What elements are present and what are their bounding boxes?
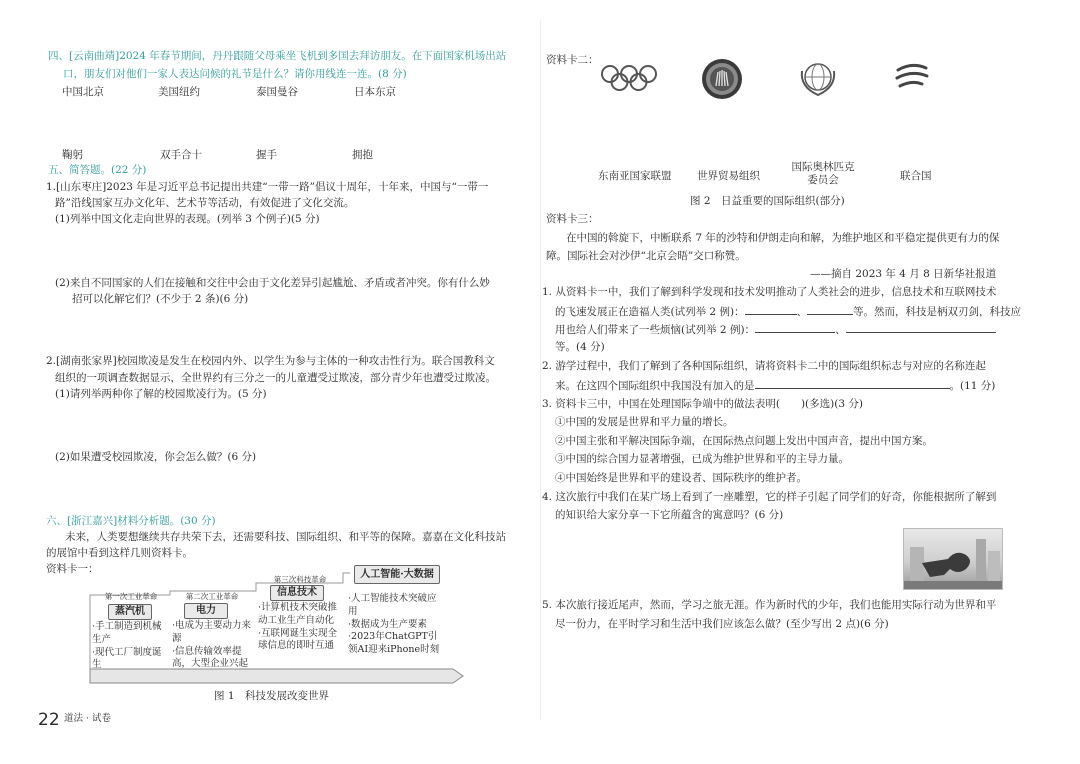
sculpture-silhouette <box>904 529 1002 589</box>
r1-blank-1[interactable] <box>745 303 797 315</box>
r5-line1: 5. 本次旅行接近尾声，然而，学习之旅无涯。作为新时代的少年，我们也能用实际行动为世界和平 <box>542 599 997 611</box>
q4-question-line1: 四、[云南曲靖]2024 年春节期间，丹丹跟随父母乘坐飞机到多国去拜访朋友。在下面国家机场出站 <box>48 50 507 62</box>
section6-title: 六、[浙江嘉兴]材料分析题。(30 分) <box>46 515 216 527</box>
r1-line3: 用也给人们带来了一些烦恼(试列举 2 例)： 、 <box>555 321 996 338</box>
greeting-bow: 鞠躬 <box>62 149 83 161</box>
r1-blank-3[interactable] <box>755 321 835 333</box>
page-divider <box>540 20 541 720</box>
era1-title: 第一次工业革命 <box>104 592 158 601</box>
section6-line2: 的展馆中看到这样几则资料卡。 <box>46 547 193 559</box>
section5-title: 五、简答题。(22 分) <box>48 164 147 176</box>
card3-line1: 在中国的斡旋下，中断联系 7 年的沙特和伊朗走向和解，为维护地区和平稳定提供更有力的保 <box>566 232 1000 244</box>
page-number: 22 <box>38 710 60 730</box>
era4-text: ·人工智能技术突破应用 ·数据成为生产要素 ·2023年ChatGPT引领AI迎来iPhone时刻 <box>348 593 440 656</box>
greeting-hug: 拥抱 <box>352 149 373 161</box>
r3-option-4: ④中国始终是世界和平的建设者、国际秩序的维护者。 <box>555 472 807 484</box>
asean-emblem-icon <box>700 57 744 101</box>
era4-box: 人工智能·大数据 <box>354 565 440 584</box>
timeline-figure <box>88 565 468 685</box>
r1-blank-4[interactable] <box>846 321 996 333</box>
place-newyork: 美国纽约 <box>158 86 200 98</box>
era3-text: ·计算机技术突破推动工业生产自动化 ·互联网诞生实现全球信息的即时互通 <box>258 602 338 652</box>
card2-label: 资料卡二： <box>546 54 599 66</box>
card3-source: ——摘自 2023 年 4 月 8 日新华社报道 <box>810 268 997 280</box>
org-wto-label: 世界贸易组织 <box>697 170 760 182</box>
org-ioc-label: 国际奥林匹克委员会 <box>791 161 855 187</box>
q1-line1: 1.[山东枣庄]2023 年是习近平总书记提出共建“一带一路”倡议十周年，十年来，中国与“一带一 <box>46 181 489 193</box>
era1-text: ·手工制造到机械生产 ·现代工厂制度诞生 <box>92 621 162 671</box>
q2-line1: 2.[湖南张家界]校园欺凌是发生在校园内外、以学生为参与主体的一种攻击性行为。联合国教科文 <box>46 355 495 367</box>
figure2-caption: 图 2 日益重要的国际组织(部分) <box>690 195 845 207</box>
card3-label: 资料卡三： <box>546 213 599 225</box>
r1-blank-2[interactable] <box>807 303 853 315</box>
un-emblem-icon <box>796 57 840 101</box>
r3-option-2: ②中国主张和平解决国际争端，在国际热点问题上发出中国声音，提出中国方案。 <box>555 435 933 447</box>
footer-label: 道法 · 试卷 <box>64 713 112 724</box>
q2-sub2: (2)如果遭受校园欺凌，你会怎么做？(6 分) <box>55 451 257 463</box>
card1-label: 资料卡一： <box>46 563 99 575</box>
era2-box: 电力 <box>184 603 228 619</box>
q2-sub1: (1)请列举两种你了解的校园欺凌行为。(5 分) <box>55 388 267 400</box>
era3-title: 第三次科技革命 <box>273 575 327 584</box>
r3-option-1: ①中国的发展是世界和平力量的增长。 <box>555 416 734 428</box>
wto-logo-icon <box>892 60 932 96</box>
card3-line2: 障。国际社会对沙伊“北京会晤”交口称赞。 <box>546 250 746 262</box>
place-bangkok: 泰国曼谷 <box>256 86 298 98</box>
place-tokyo: 日本东京 <box>354 86 396 98</box>
era2-title: 第二次工业革命 <box>185 592 239 601</box>
r2-line2: 来。在这四个国际组织中我国没有加入的是 。(11 分) <box>555 377 995 394</box>
q1-sub2-line1: (2)来自不同国家的人们在接触和交往中会由于文化差异引起尴尬、矛盾或者冲突。你有什么妙 <box>55 277 490 289</box>
q1-line2: 路”沿线国家互办文化年、艺术节等活动，有效促进了文化交流。 <box>55 197 355 209</box>
r1-line4: 等。(4 分) <box>555 341 605 353</box>
q1-sub1: (1)列举中国文化走向世界的表现。(列举 3 个例子)(5 分) <box>55 213 320 225</box>
r1-line1: 1. 从资料卡一中，我们了解到科学发现和技术发明推动了人类社会的进步，信息技术和互联网技术 <box>542 286 997 298</box>
r1-line2: 的飞速发展正在造福人类(试列举 2 例)： 、 等。然而，科技是柄双刃剑，科技应 <box>555 303 1021 320</box>
era2-text: ·电成为主要动力来源 ·信息传输效率提高，大型企业兴起 <box>172 620 252 670</box>
r5-line2: 尽一份力，在平时学习和生活中我们应该怎么做？(至少写出 2 点)(6 分) <box>555 618 889 630</box>
knotted-gun-sculpture-photo <box>903 528 1003 590</box>
greeting-palms: 双手合十 <box>160 149 202 161</box>
era3-box: 信息技术 <box>270 585 324 601</box>
r4-line1: 4. 这次旅行中我们在某广场上看到了一座雕塑，它的样子引起了同学们的好奇，你能根据所了解到 <box>542 491 997 503</box>
r4-line2: 的知识给大家分享一下它所蕴含的寓意吗？(6 分) <box>555 509 784 521</box>
q4-question-line2: 口，朋友们对他们一家人表达问候的礼节是什么？请你用线连一连。(8 分) <box>63 68 407 80</box>
olympic-rings-icon <box>600 62 660 94</box>
era1-box: 蒸汽机 <box>108 604 152 620</box>
q2-line2: 组织的一项调查数据显示，全世界约有三分之一的儿童遭受过欺凌，部分青少年也遭受过欺凌。 <box>55 372 496 384</box>
r2-line1: 2. 游学过程中，我们了解到了各种国际组织，请将资料卡二中的国际组织标志与对应的名称连起 <box>542 360 986 372</box>
q1-sub2-line2: 招可以化解它们？(不少于 2 条)(6 分) <box>72 293 249 305</box>
figure1-caption: 图 1 科技发展改变世界 <box>214 690 330 702</box>
r3-line: 3. 资料卡三中，中国在处理国际争端中的做法表明( )(多选)(3 分) <box>542 398 863 410</box>
org-asean-label: 东南亚国家联盟 <box>598 170 672 182</box>
section6-line1: 未来，人类要想继续共存共荣下去，还需要科技、国际组织、和平等的保障。嘉嘉在文化科技站 <box>65 531 506 543</box>
greeting-handshake: 握手 <box>256 149 277 161</box>
org-un-label: 联合国 <box>900 170 932 182</box>
place-beijing: 中国北京 <box>62 86 104 98</box>
r3-option-3: ③中国的综合国力显著增强，已成为维护世界和平的主导力量。 <box>555 453 849 465</box>
r2-blank[interactable] <box>755 377 950 389</box>
